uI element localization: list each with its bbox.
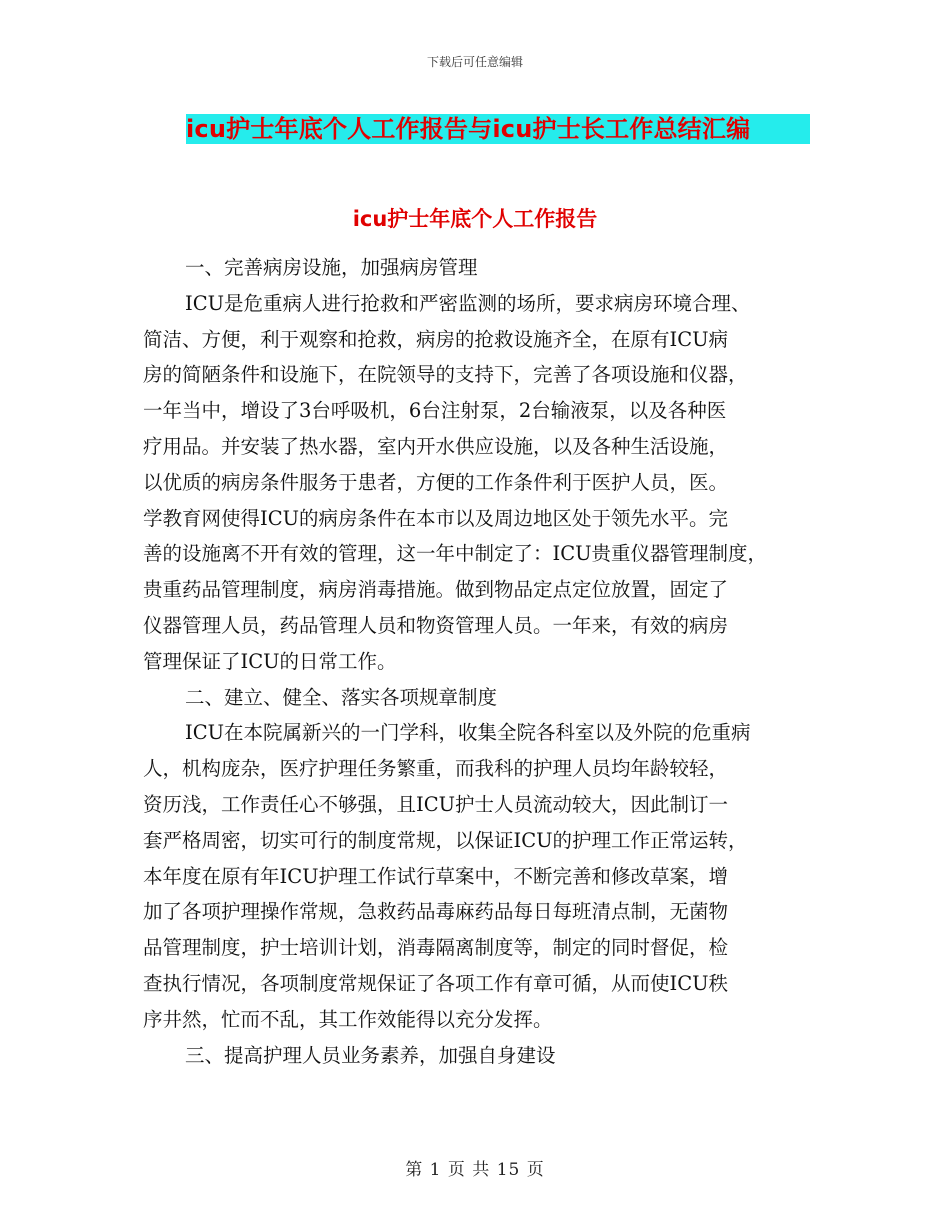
paragraph-line: ICU是危重病人进行抢救和严密监测的场所，要求病房环境合理、 — [185, 291, 751, 315]
paragraph-line: 一年当中，增设了3台呼吸机，6台注射泵，2台输液泵，以及各种医 — [143, 399, 727, 423]
paragraph-line: 加了各项护理操作常规，急救药品毒麻药品每日每班清点制，无菌物 — [143, 900, 729, 924]
section-title: icu护士年底个人工作报告 — [352, 207, 598, 231]
paragraph-line: 品管理制度，护士培训计划，消毒隔离制度等，制定的同时督促，检 — [143, 936, 729, 960]
paragraph-line: 简洁、方便，利于观察和抢救，病房的抢救设施齐全，在原有ICU病 — [143, 327, 729, 351]
paragraph-line: 善的设施离不开有效的管理，这一年中制定了：ICU贵重仪器管理制度， — [143, 542, 768, 566]
header-note: 下载后可任意编辑 — [426, 55, 523, 69]
paragraph-line: 人，机构庞杂，医疗护理任务繁重，而我科的护理人员均年龄较轻， — [143, 757, 729, 781]
paragraph-line: 以优质的病房条件服务于患者，方便的工作条件利于医护人员，医。 — [143, 470, 729, 494]
paragraph-line: 序井然，忙而不乱，其工作效能得以充分发挥。 — [143, 1007, 553, 1031]
paragraph-line: 套严格周密，切实可行的制度常规，以保证ICU的护理工作正常运转， — [143, 828, 748, 852]
heading-1: 一、完善病房设施，加强病房管理 — [185, 256, 478, 279]
paragraph-line: 仪器管理人员，药品管理人员和物资管理人员。一年来，有效的病房 — [143, 613, 729, 637]
heading-2: 二、建立、健全、落实各项规章制度 — [185, 685, 498, 709]
body-text — [143, 250, 833, 1073]
paragraph-line: 本年度在原有年ICU护理工作试行草案中，不断完善和修改草案，增 — [143, 864, 729, 888]
paragraph-line: 管理保证了ICU的日常工作。 — [143, 649, 397, 673]
paragraph-line: 贵重药品管理制度，病房消毒措施。做到物品定点定位放置，固定了 — [143, 578, 729, 602]
paragraph-line: 房的简陋条件和设施下，在院领导的支持下，完善了各项设施和仪器， — [143, 363, 748, 387]
paragraph-line: ICU在本院属新兴的一门学科，收集全院各科室以及外院的危重病 — [185, 721, 751, 745]
paragraph-line: 学教育网使得ICU的病房条件在本市以及周边地区处于领先水平。完 — [143, 506, 729, 530]
paragraph-line: 疗用品。并安装了热水器，室内开水供应设施，以及各种生活设施， — [143, 434, 729, 458]
paragraph-line: 资历浅，工作责任心不够强，且ICU护士人员流动较大，因此制订一 — [143, 792, 729, 816]
page-number: 第 1 页 共 15 页 — [405, 1160, 545, 1180]
paragraph-line: 查执行情况，各项制度常规保证了各项工作有章可循，从而使ICU秩 — [143, 971, 729, 995]
document-title: icu护士年底个人工作报告与icu护士长工作总结汇编 — [186, 114, 810, 144]
heading-3: 三、提高护理人员业务素养，加强自身建设 — [185, 1043, 556, 1067]
